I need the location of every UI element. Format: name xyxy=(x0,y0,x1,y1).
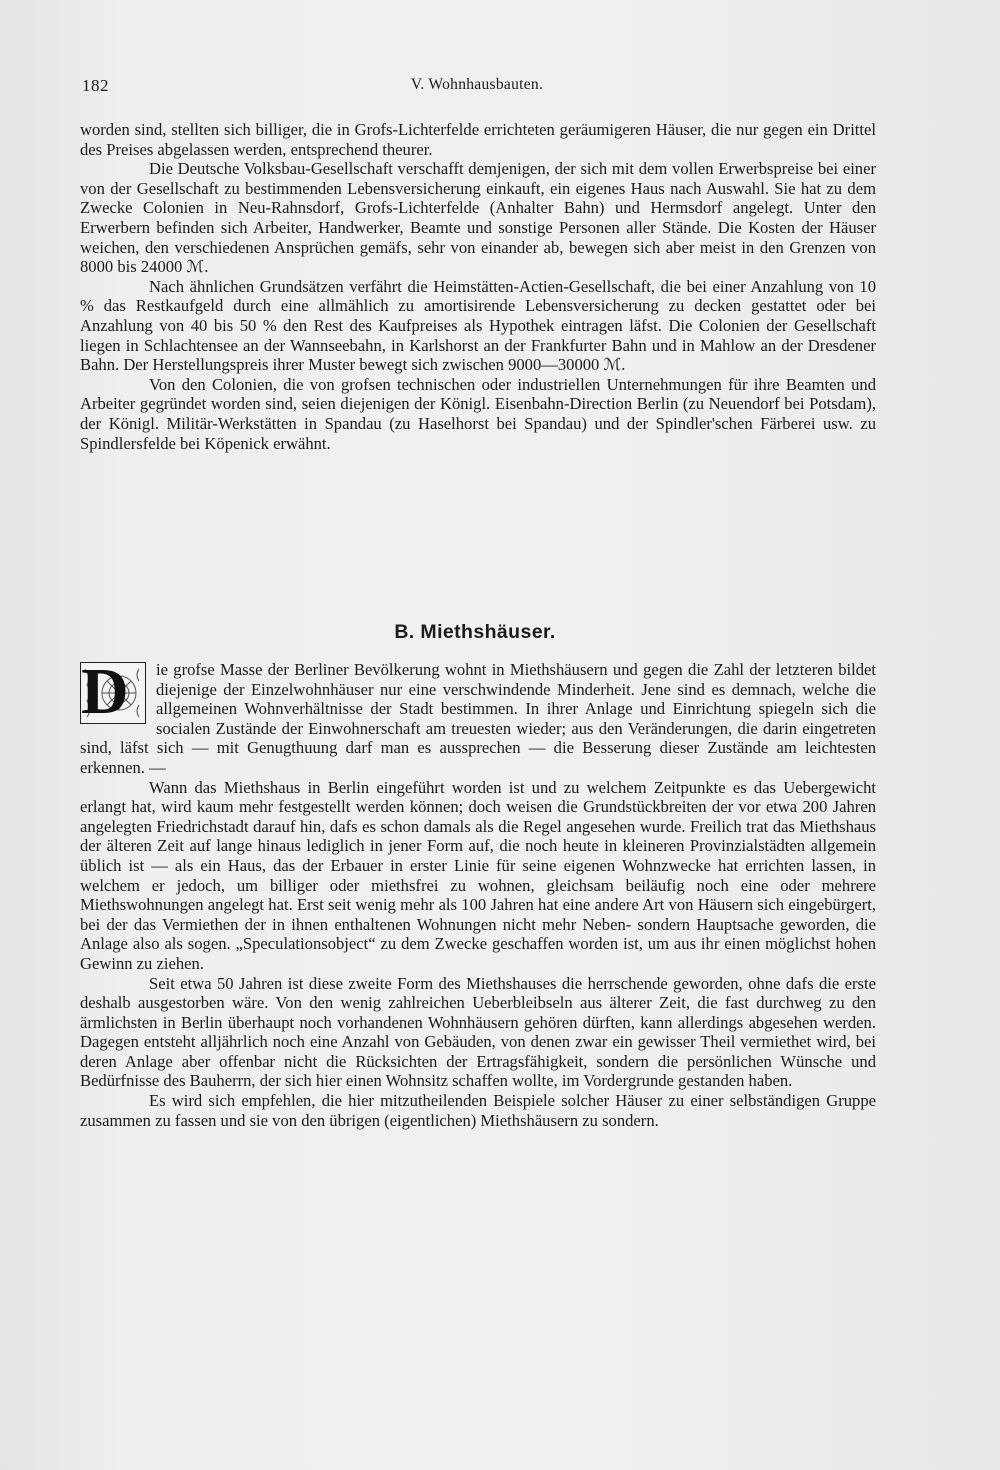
first-paragraph xyxy=(80,655,876,778)
paragraph: Nach ähnlichen Grundsätzen verfährt die Heimstätten-Actien-Gesellschaft, die bei einer Anzahlung von 10 % das Restkaufgeld durch eine allmählich zu amortisirende Lebensversicherung zu decken gestattet oder bei Anzahlung von 40 bis 50 % den Rest des Kaufpreises als Hypothek eintragen läfst. Die Colonien der Gesellschaft liegen in Schlachtensee an der Wannseebahn, in Karlshorst an der Frankfurter Bahn und in Mahlow an der Dresdener Bahn. Der Herstellungspreis ihrer Muster bewegt sich zwischen 9000—30000 ℳ. xyxy=(80,276,876,375)
section-a-text xyxy=(80,120,876,453)
section-b-text xyxy=(80,655,876,1130)
paragraph: Es wird sich empfehlen, die hier mitzutheilenden Beispiele solcher Häuser zu einer selbständigen Gruppe zusammen zu fassen und sie von den übrigen (eigentlichen) Miethshäusern zu sondern. xyxy=(80,1091,876,1130)
page-header xyxy=(82,76,872,98)
paragraph: Wann das Miethshaus in Berlin eingeführt worden ist und zu welchem Zeitpunkte es das Uebergewicht erlangt hat, wird kaum mehr festgestellt werden können; doch weisen die Grundstückbreiten der vor etwa 200 Jahren angelegten Friedrichstadt darauf hin, dafs es schon damals als die Regel angesehen wurde. Freilich trat das Miethshaus der älteren Zeit auf lange hinaus lediglich in jener Form auf, die noch heute in kleineren Provinzialstädten allgemein üblich ist — als ein Haus, das der Erbauer in erster Linie für seine eigenen Wohnzwecke hat errichten lassen, in welchem er jedoch, um billiger oder miethsfrei zu wohnen, gleichsam beiläufig noch eine oder mehrere Miethswohnungen angelegt hat. Erst seit wenig mehr als 100 Jahren hat eine andere Art von Häusern sich eingebürgert, bei der das Vermiethen der in ihnen enthaltenen Wohnungen nicht mehr Neben- sondern Hauptsache geworden, die Anlage also als sogen. „Speculationsobject“ zu dem Zwecke geschaffen worden ist, um aus ihr einen möglichst hohen Gewinn zu ziehen. xyxy=(80,777,876,973)
paragraph: Die Deutsche Volksbau-Gesellschaft verschafft demjenigen, der sich mit dem vollen Erwerbspreise bei einer von der Gesellschaft zu bestimmenden Lebensversicherung einkauft, ein eigenes Haus nach Auswahl. Sie hat zu dem Zwecke Colonien in Neu-Rahnsdorf, Grofs-Lichterfelde (Anhalter Bahn) und Hermsdorf angelegt. Unter den Erwerbern befinden sich Arbeiter, Handwerker, Beamte und sonstige Personen aller Stände. Die Kosten der Häuser weichen, den verschiedenen Ansprüchen gemäfs, sehr von einander ab, bewegen sich aber meist in den Grenzen von 8000 bis 24000 ℳ. xyxy=(80,159,876,277)
paragraph: Seit etwa 50 Jahren ist diese zweite Form des Miethshauses die herrschende geworden, ohne dafs die erste deshalb ausgestorben wäre. Von den wenig zahlreichen Ueberbleibseln aus älterer Zeit, die fast durchweg zu den ärmlichsten in Berlin überhaupt noch vorhandenen Wohnhäusern gehören dürften, kann allerdings abgesehen werden. Dagegen entsteht alljährlich noch eine Anzahl von Gebäuden, von denen zwar ein gewisser Theil vermiethet wird, bei deren Anlage aber offenbar nicht die Rücksichten der Ertragsfähigkeit, sondern die persönlichen Wünsche und Bedürfnisse des Bauherrn, der sich hier einen Wohnsitz schaffen wollte, im Vordergrunde gestanden haben. xyxy=(80,973,876,1091)
paragraph: Von den Colonien, die von grofsen technischen oder industriellen Unternehmungen für ihre Beamten und Arbeiter gegründet worden sind, seien diejenigen der Königl. Eisenbahn-Direction Berlin (zu Neuendorf bei Potsdam), der Königl. Militär-Werkstätten in Spandau (zu Haselhorst bei Spandau) und der Spindler'schen Färberei usw. zu Spindlersfelde bei Köpenick erwähnt. xyxy=(80,374,876,453)
running-head: V. Wohnhausbauten. xyxy=(410,76,544,93)
paragraph: worden sind, stellten sich billiger, die in Grofs-Lichterfelde errichteten geräumigeren Häuser, die nur gegen ein Drittel des Preises abgelassen werden, entsprechend theurer. xyxy=(80,120,876,159)
page-number: 182 xyxy=(82,76,109,95)
first-paragraph-text: ie grofse Masse der Berliner Bevölkerung wohnt in Miethshäusern und gegen die Zahl der letzteren bildet diejenige der Einzelwohnhäuser nur eine verschwindende Minderheit. Jene sind es demnach, welche die allgemeinen Wohnverhältnisse der Stadt bestimmen. In ihrer Anlage und Einrichtung spiegeln sich die socialen Zustände der Einwohnerschaft am treuesten wieder; aus den Veränderungen, die darin eingetreten sind, läfst sich — mit Genugthuung darf man es aussprechen — die Besserung dieser Zustände am leichtesten erkennen. — xyxy=(80,660,876,777)
ornamental-dropcap xyxy=(80,655,146,728)
dropcap-letter: D xyxy=(81,655,129,728)
section-title: B. Miethshäuser. xyxy=(394,621,556,643)
